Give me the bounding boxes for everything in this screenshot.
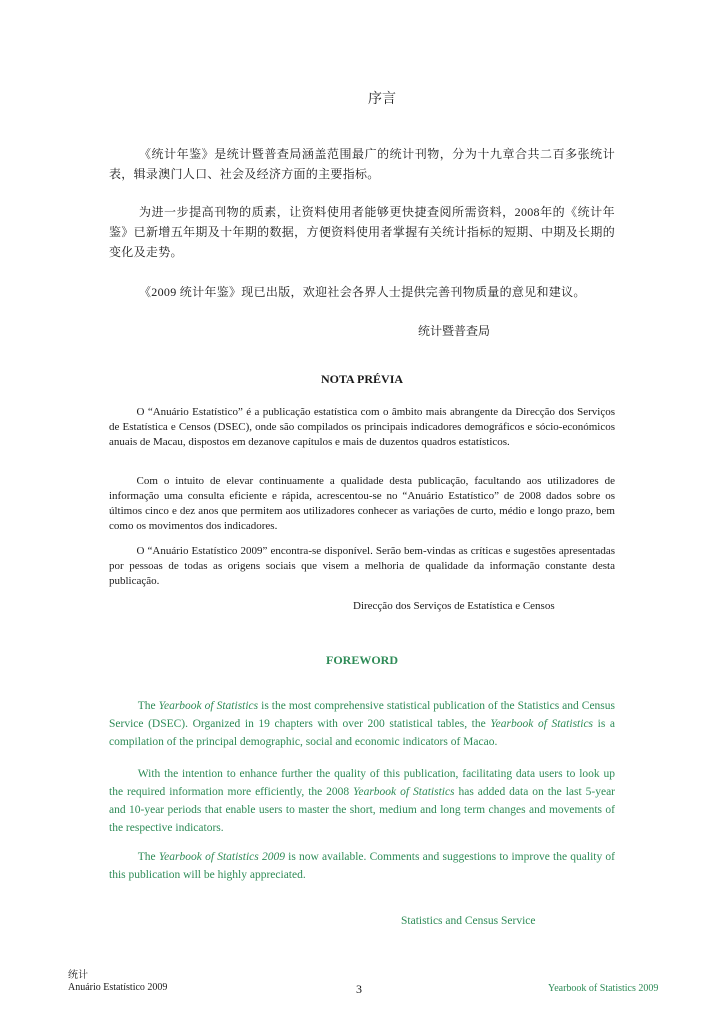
english-paragraph-2: With the intention to enhance further the quality of this publication, facilitating data users to look up the required information more efficiently, the 2008 Yearbook of Statistics has added data on the last 5-year and 10-year periods that enable users to master the short, medium and long term changes and movements of the respective indicators. <box>109 768 615 834</box>
publication-title: Yearbook of Statistics <box>490 718 594 730</box>
portuguese-paragraph-1: O “Anuário Estatístico” é a publicação estatística com o âmbito mais abrangente da Direcção dos Serviços de Estatística e Censos (DSEC), onde são compilados os principais indicadores demográficos e sócio-económicos anuais de Macau, dispostos em dezanove capítulos e mais de duzentos quadros estatísticos. <box>109 406 615 448</box>
footer-left <box>68 970 167 994</box>
portuguese-paragraph-3: O “Anuário Estatístico 2009” encontra-se disponível. Serão bem-vindas as críticas e sugestões apresentadas por pessoas de todas as origens sociais que visem a melhoria de qualidade da informação constante desta publicação. <box>109 545 615 587</box>
portuguese-title: NOTA PRÉVIA <box>320 372 404 386</box>
footer-english-title: Yearbook of Statistics 2009 <box>548 983 659 994</box>
chinese-paragraph-1: 《统计年鉴》是统计暨普查局涵盖范围最广的统计刊物，分为十九章合共二百多张统计表，辑录澳门人口、社会及经济方面的主要指标。 <box>109 147 615 181</box>
english-signature: Statistics and Census Service <box>401 915 536 927</box>
english-title: FOREWORD <box>326 653 398 667</box>
portuguese-signature: Direcção dos Serviços de Estatística e Censos <box>353 600 555 612</box>
english-paragraph-3: The Yearbook of Statistics 2009 is now available. Comments and suggestions to improve the quality of this publication will be highly appreciated. <box>109 851 615 881</box>
chinese-paragraph-3: 《2009 统计年鉴》现已出版，欢迎社会各界人士提供完善刊物质量的意见和建议。 <box>139 285 586 299</box>
publication-title: Yearbook of Statistics <box>158 700 259 712</box>
portuguese-paragraph-2: Com o intuito de elevar continuamente a qualidade desta publicação, facultando aos utilizadores de informação uma consulta eficiente e rápida, acrescentou-se no “Anuário Estatístico” de 2008 dados sobre os últimos cinco e dez anos que permitem aos utilizadores conhecer as variações de curto, médio e longo prazo, bem como os movimentos dos indicadores. <box>109 475 615 532</box>
publication-title: Yearbook of Statistics <box>353 786 455 798</box>
chinese-signature: 统计暨普查局 <box>418 324 491 338</box>
chinese-paragraph-2: 为进一步提高刊物的质素，让资料使用者能够更快捷查阅所需资料，2008年的《统计年鉴》已新增五年期及十年期的数据，方便资料使用者掌握有关统计指标的短期、中期及长期的变化及走势。 <box>109 205 615 259</box>
english-paragraph-1: The Yearbook of Statistics is the most comprehensive statistical publication of the Statistics and Census Service (DSEC). Organized in 19 chapters with over 200 statistical tables, the Yearbook of Statistics is a compilation of the principal demographic, social and economic indicators of Macao. <box>109 700 615 748</box>
footer-chinese-title: 统计 <box>68 970 88 981</box>
chinese-title: 序言 <box>368 92 396 107</box>
publication-title: Yearbook of Statistics 2009 <box>158 851 285 863</box>
footer-portuguese-title: Anuário Estatístico 2009 <box>68 982 168 993</box>
page-number: 3 <box>356 982 362 996</box>
